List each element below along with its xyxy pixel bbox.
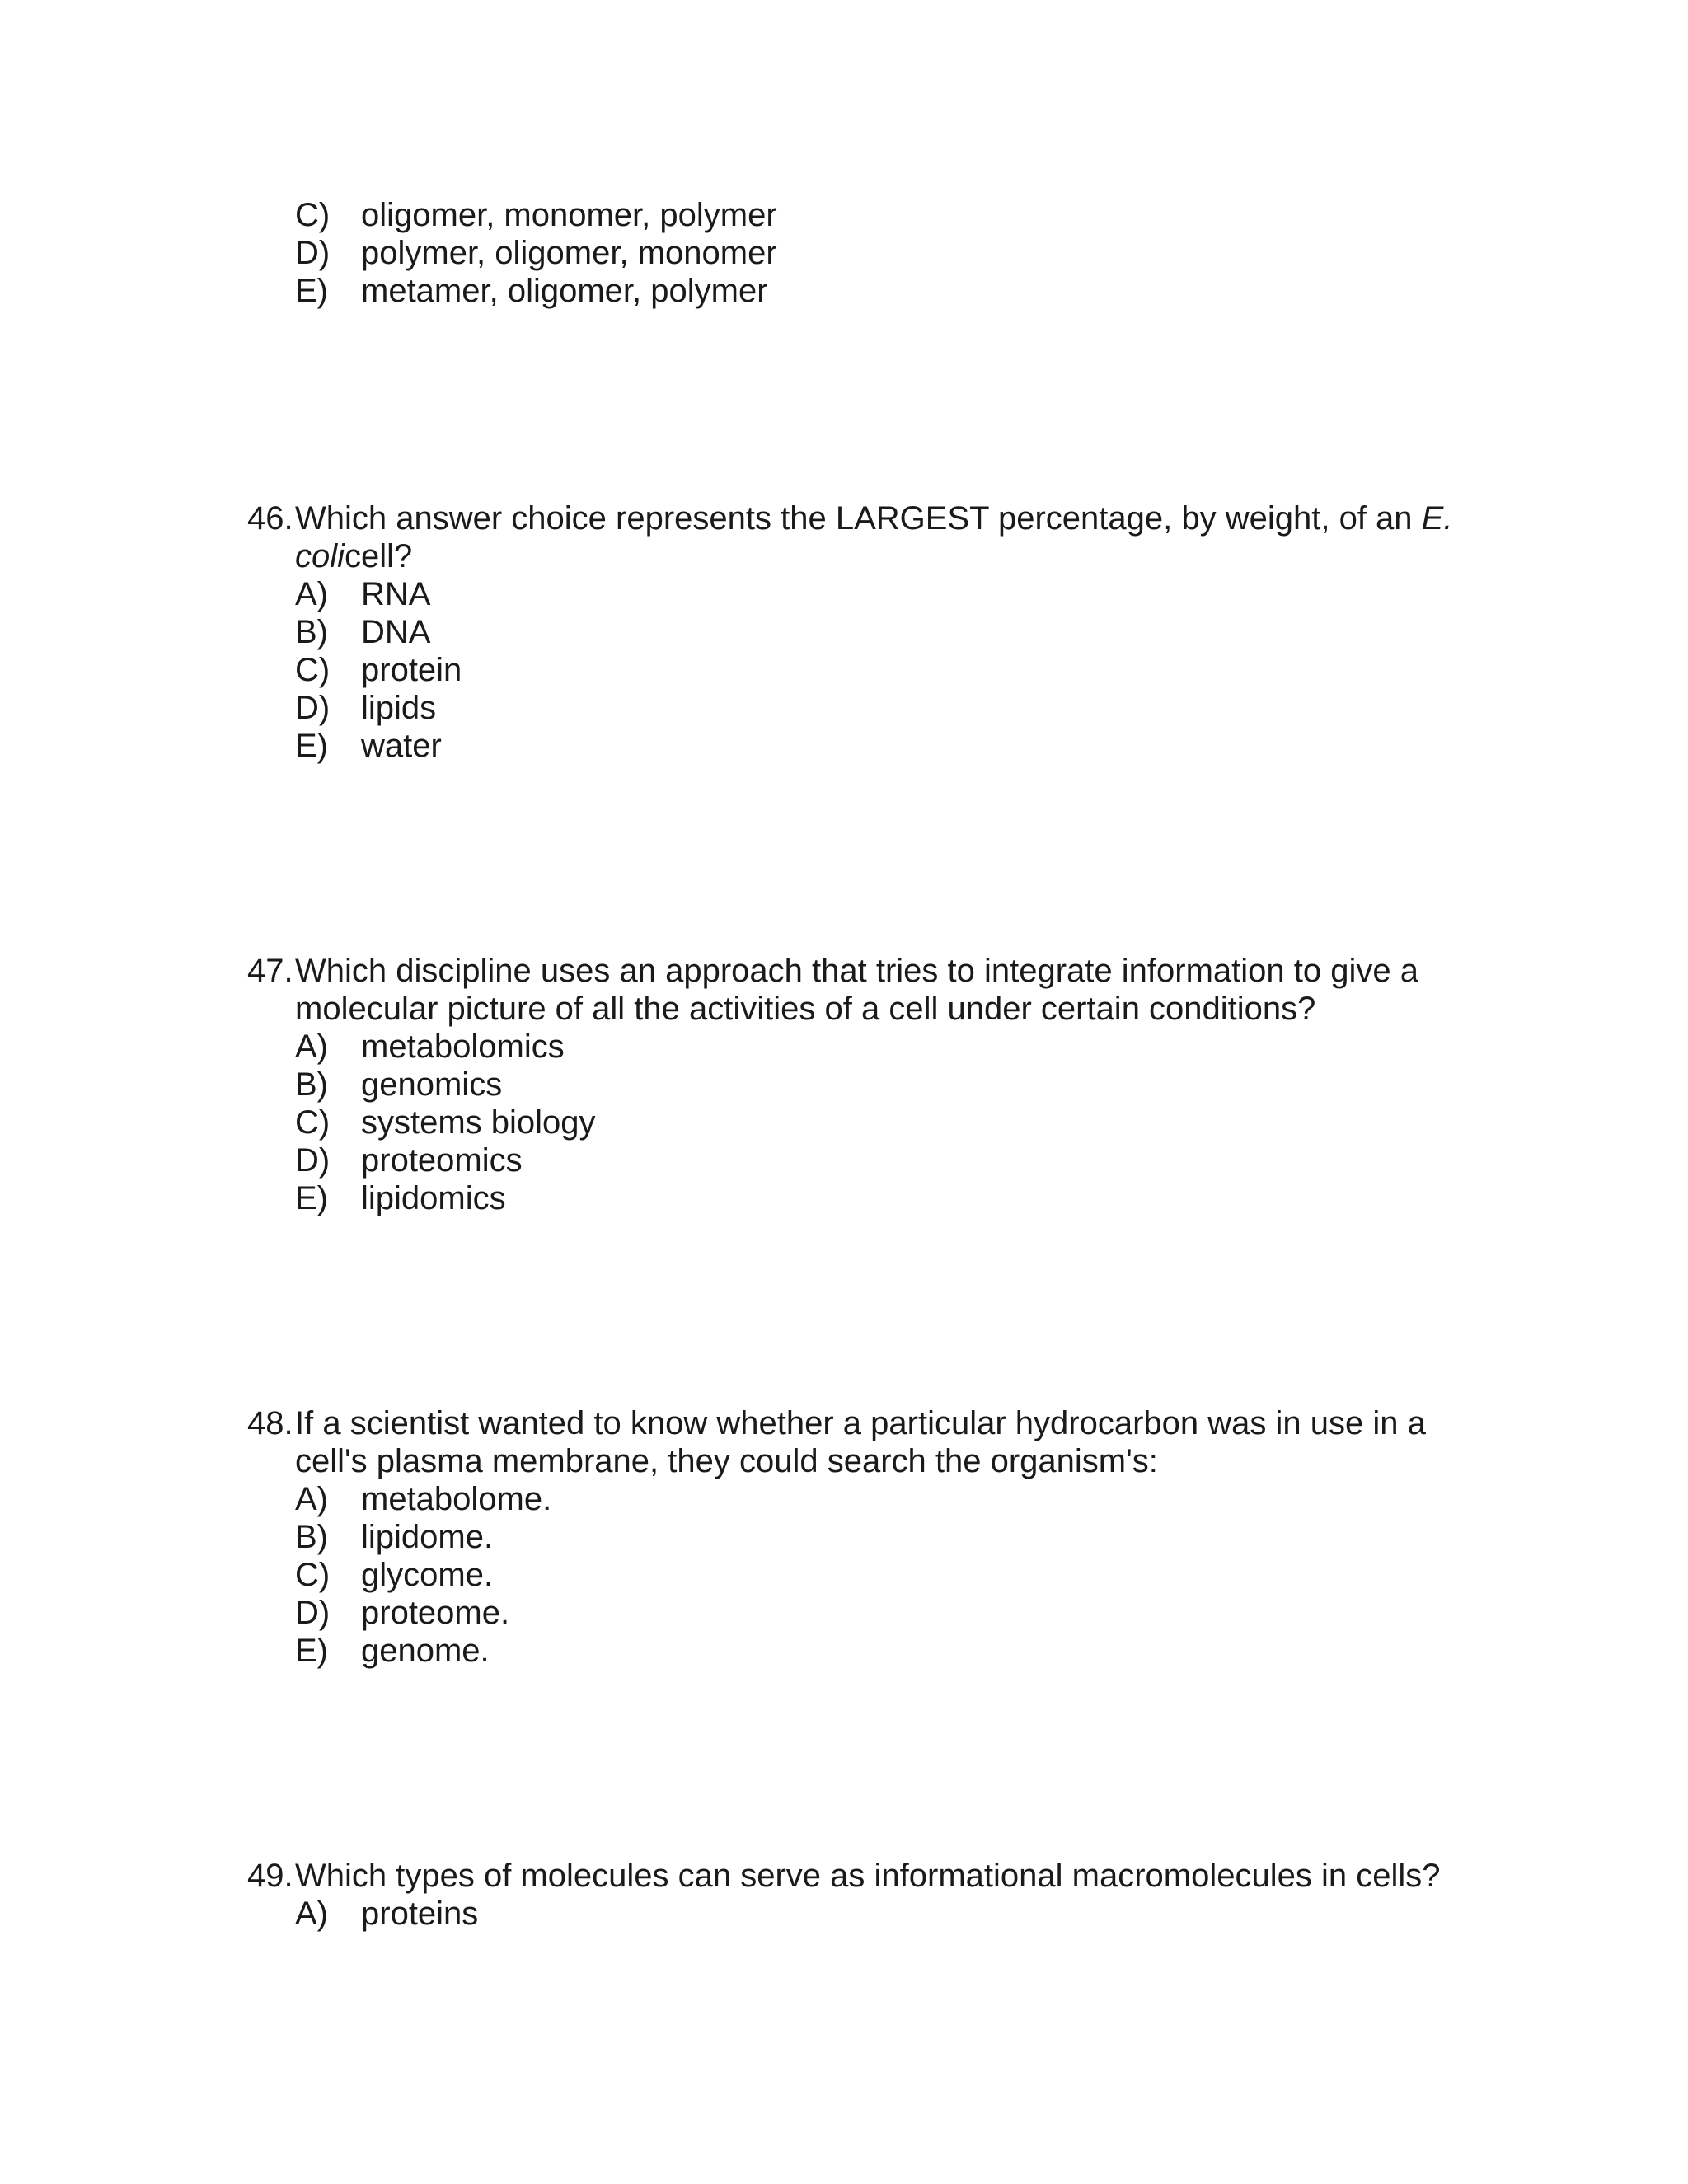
choice-text: water	[361, 728, 442, 764]
choice-b	[295, 1518, 1484, 1556]
choice-letter: B)	[295, 1519, 328, 1555]
choice-a	[295, 1028, 1484, 1066]
choice-a	[295, 575, 1484, 613]
question-number: 49.	[247, 1858, 293, 1894]
question-text: Which discipline uses an approach that tries to integrate information to give a molecular picture of all the activities of a cell under certain conditions?	[295, 953, 1418, 1027]
choice-list	[247, 196, 1484, 310]
choice-letter: B)	[295, 614, 328, 650]
choice-letter: A)	[295, 1896, 328, 1932]
question-text-part: cell?	[345, 538, 413, 574]
choice-e	[295, 1632, 1484, 1670]
choice-text: RNA	[361, 576, 431, 612]
choice-letter: B)	[295, 1066, 328, 1103]
choice-letter: E)	[295, 1633, 328, 1669]
choice-letter: A)	[295, 576, 328, 612]
choice-text: lipidome.	[361, 1519, 494, 1555]
choice-text: genomics	[361, 1066, 503, 1103]
choice-text: systems biology	[361, 1104, 596, 1141]
choice-e	[295, 272, 1484, 310]
choice-b	[295, 1066, 1484, 1104]
choice-letter: C)	[295, 652, 331, 688]
choice-text: genome.	[361, 1633, 490, 1669]
choice-list	[247, 1895, 1484, 1933]
choice-b	[295, 613, 1484, 651]
question-number: 48.	[247, 1405, 293, 1441]
choice-e	[295, 1179, 1484, 1217]
question-text	[295, 499, 1484, 575]
choice-text: protein	[361, 652, 462, 688]
choice-list	[247, 575, 1484, 765]
choice-text: lipidomics	[361, 1180, 506, 1216]
question-stem	[247, 499, 1484, 575]
question-stem	[247, 1857, 1484, 1895]
question-45-continuation	[247, 196, 1484, 310]
question-number: 46.	[247, 500, 293, 537]
choice-text: metabolomics	[361, 1029, 565, 1065]
choice-e	[295, 727, 1484, 765]
choice-letter: D)	[295, 1595, 331, 1631]
question-47	[247, 952, 1484, 1217]
choice-list	[247, 1480, 1484, 1670]
choice-text: proteins	[361, 1896, 479, 1932]
question-text: Which types of molecules can serve as informational macromolecules in cells?	[295, 1858, 1441, 1894]
choice-d	[295, 1594, 1484, 1632]
choice-c	[295, 1556, 1484, 1594]
choice-letter: E)	[295, 273, 328, 309]
question-number: 47.	[247, 953, 293, 989]
choice-text: metamer, oligomer, polymer	[361, 273, 768, 309]
choice-letter: E)	[295, 1180, 328, 1216]
choice-letter: C)	[295, 1557, 331, 1593]
choice-letter: A)	[295, 1029, 328, 1065]
choice-letter: D)	[295, 690, 331, 726]
choice-letter: C)	[295, 197, 331, 233]
choice-d	[295, 234, 1484, 272]
choice-c	[295, 651, 1484, 689]
choice-a	[295, 1895, 1484, 1933]
choice-text: lipids	[361, 690, 437, 726]
choice-letter: C)	[295, 1104, 331, 1141]
choice-c	[295, 196, 1484, 234]
choice-text: glycome.	[361, 1557, 494, 1593]
choice-letter: A)	[295, 1481, 328, 1517]
choice-letter: E)	[295, 728, 328, 764]
choice-letter: D)	[295, 1142, 331, 1179]
question-48	[247, 1404, 1484, 1670]
choice-c	[295, 1104, 1484, 1141]
choice-d	[295, 1141, 1484, 1179]
choice-text: oligomer, monomer, polymer	[361, 197, 777, 233]
organism-name: E. coli	[295, 500, 1453, 574]
choice-text: DNA	[361, 614, 431, 650]
question-text: If a scientist wanted to know whether a particular hydrocarbon was in use in a cell's plasma membrane, they could search the organism's:	[295, 1405, 1426, 1479]
choice-a	[295, 1480, 1484, 1518]
choice-d	[295, 689, 1484, 727]
question-49	[247, 1857, 1484, 1933]
choice-letter: D)	[295, 235, 331, 271]
question-text-part: Which answer choice represents the LARGEST percentage, by weight, of an	[295, 500, 1422, 537]
question-stem	[247, 1404, 1484, 1480]
choice-text: proteomics	[361, 1142, 523, 1179]
question-stem	[247, 952, 1484, 1028]
choice-text: metabolome.	[361, 1481, 552, 1517]
question-46	[247, 499, 1484, 765]
choice-list	[247, 1028, 1484, 1217]
choice-text: proteome.	[361, 1595, 510, 1631]
choice-text: polymer, oligomer, monomer	[361, 235, 777, 271]
